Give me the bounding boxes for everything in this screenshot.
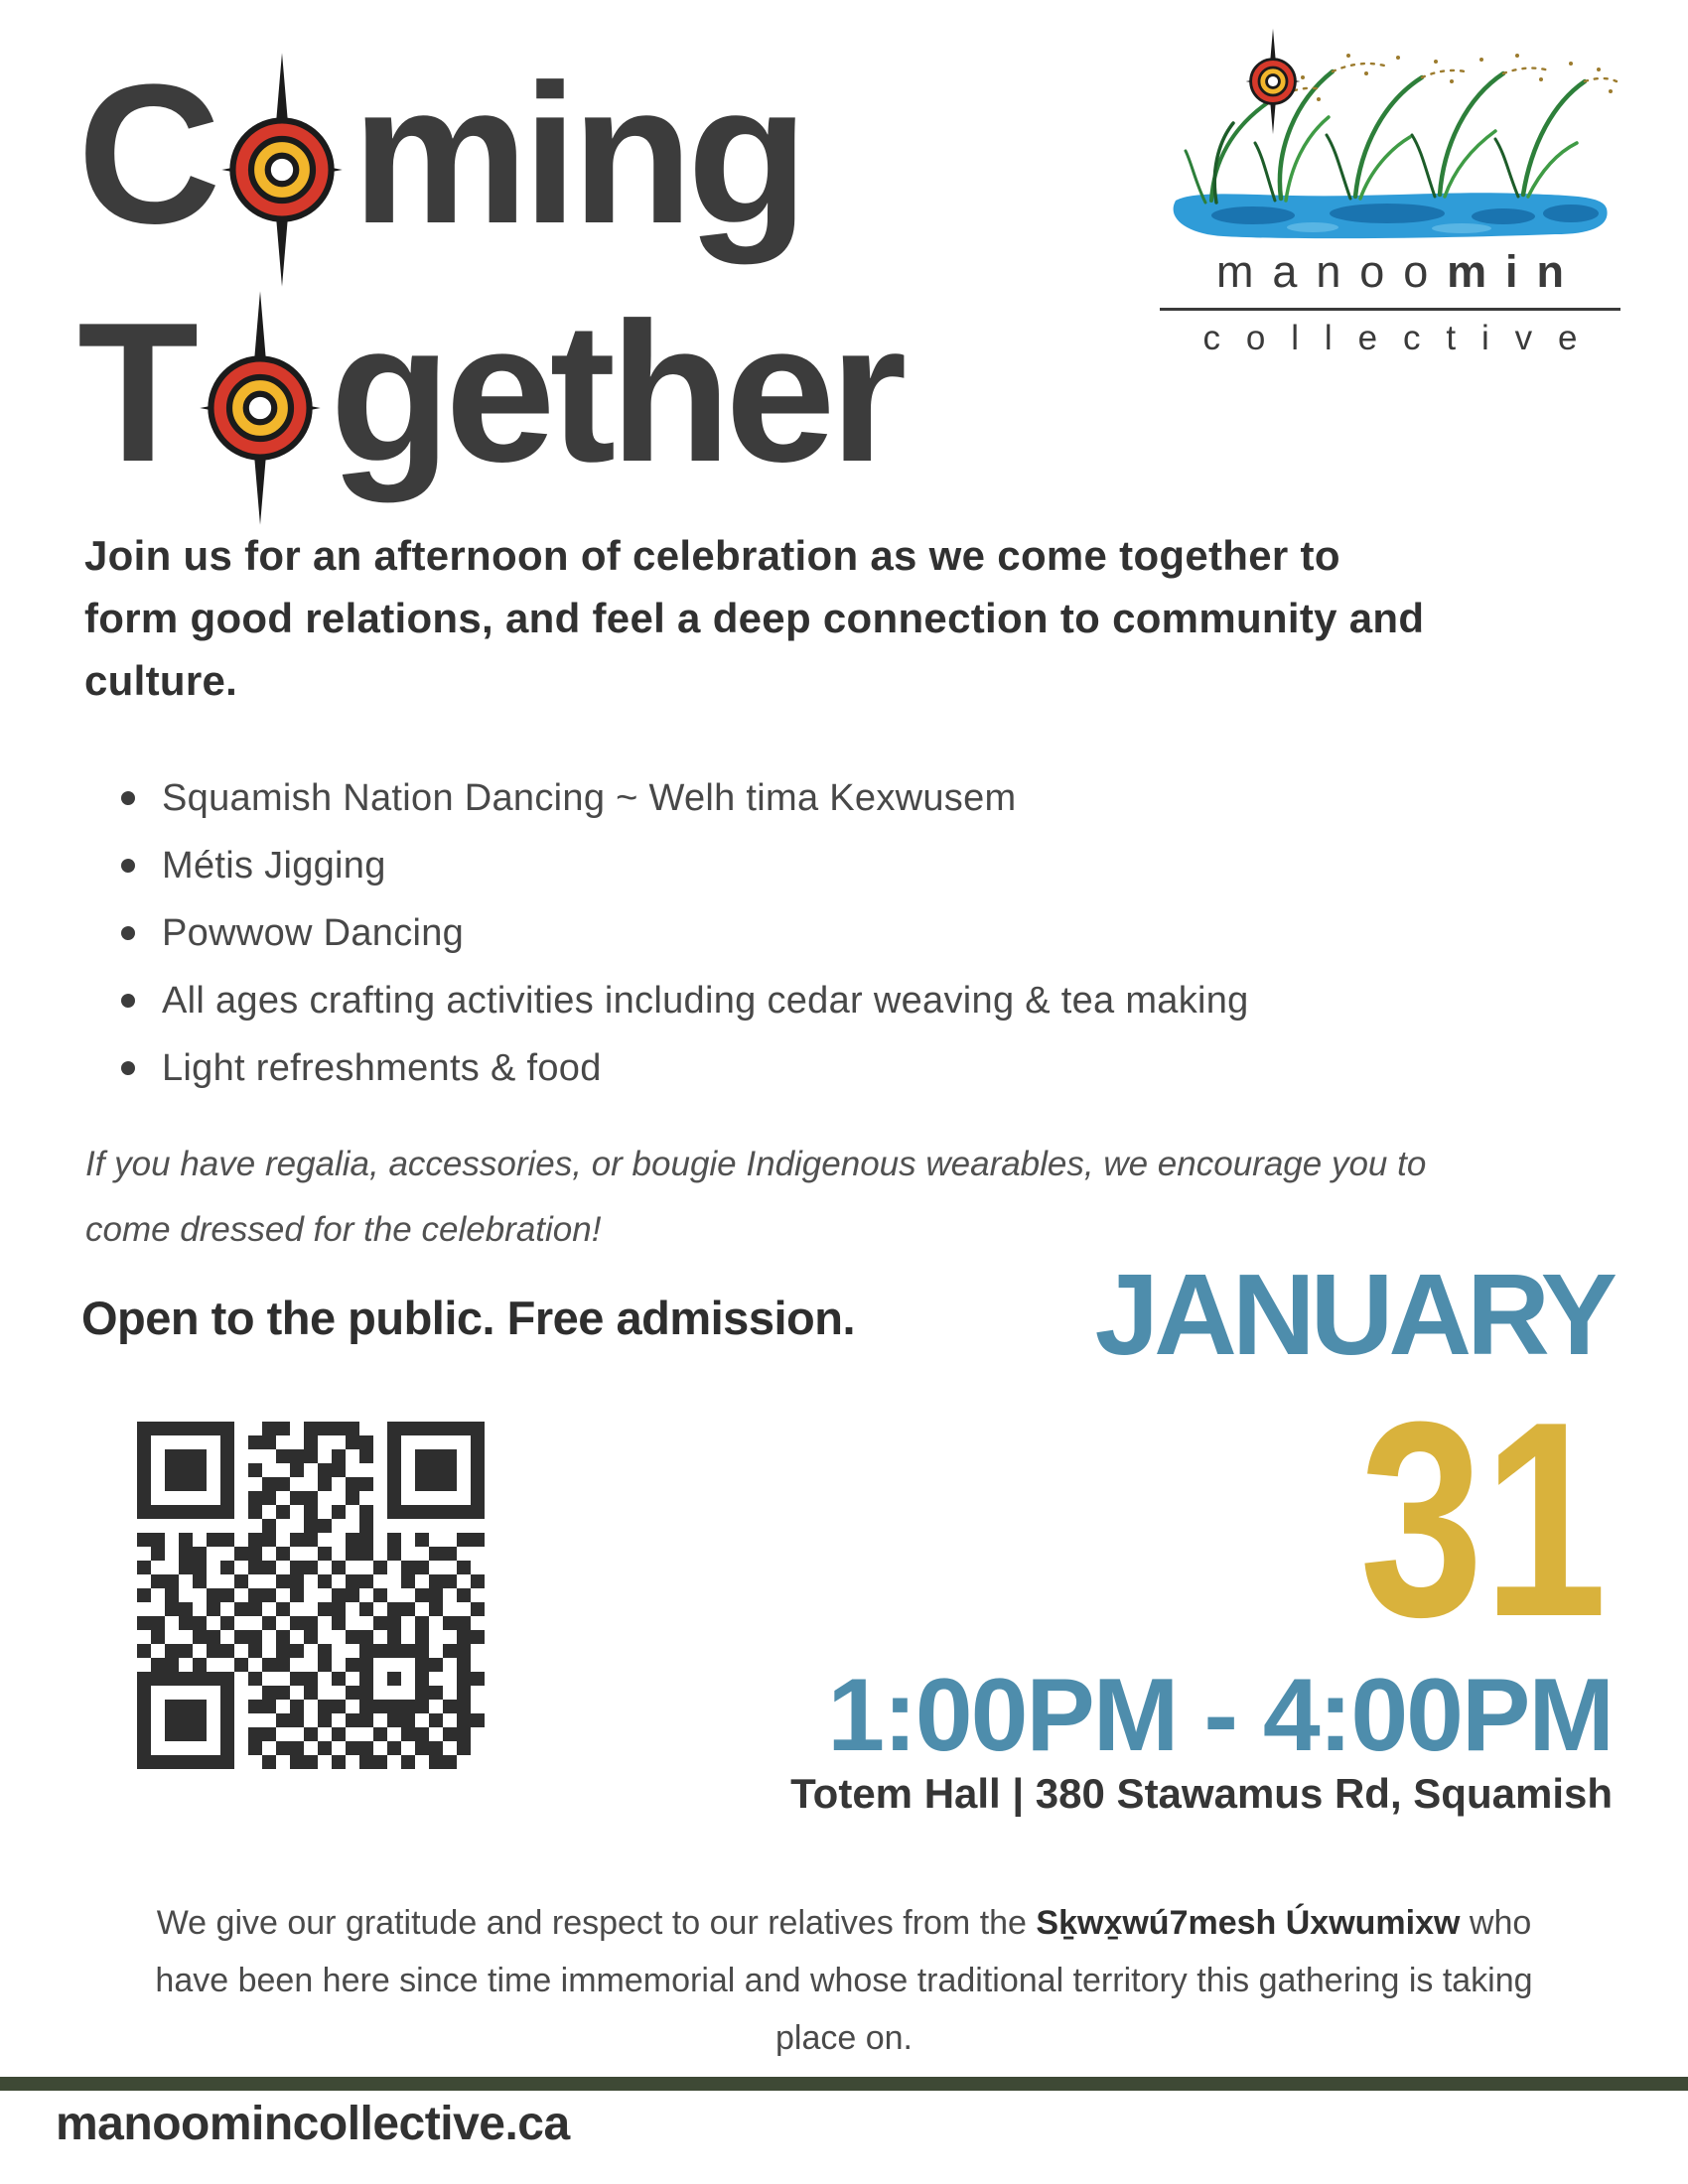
manoomin-collective-logo <box>1154 34 1626 358</box>
bullet-dot-icon <box>121 1061 135 1075</box>
list-item <box>121 1034 1249 1102</box>
bullet-dot-icon <box>121 859 135 873</box>
list-item-label: Powwow Dancing <box>162 911 465 954</box>
nation-name: Sḵwx̱wú7mesh Úxwumixw <box>1036 1904 1461 1942</box>
event-day: 31 <box>1358 1365 1607 1675</box>
list-item-label: Squamish Nation Dancing ~ Welh tima Kexwusem <box>162 776 1017 819</box>
sun-icon <box>199 290 322 526</box>
title-text-c: C <box>77 44 215 265</box>
list-item <box>121 764 1249 832</box>
logo-wordmark-bold: min <box>1447 246 1583 297</box>
qr-code <box>137 1422 485 1769</box>
event-time: 1:00PM - 4:00PM <box>827 1658 1613 1773</box>
intro-line: Join us for an afternoon of celebration as we come together to <box>84 532 1340 579</box>
sun-icon <box>220 52 344 288</box>
title-line-coming <box>77 44 901 288</box>
intro-line: culture. <box>84 657 238 704</box>
list-item-label: Métis Jigging <box>162 844 386 887</box>
title-text-gether: gether <box>330 282 902 503</box>
logo-wordmark-regular: manoo <box>1216 246 1448 297</box>
regalia-note-line: If you have regalia, accessories, or bougie Indigenous wearables, we encourage you to <box>85 1145 1427 1183</box>
wild-rice-water-illustration <box>1154 34 1626 244</box>
event-activities-list <box>121 764 1249 1102</box>
regalia-note <box>85 1132 1426 1263</box>
bullet-dot-icon <box>121 926 135 940</box>
event-month: JANUARY <box>1094 1250 1613 1379</box>
bullet-dot-icon <box>121 994 135 1008</box>
regalia-note-line: come dressed for the celebration! <box>85 1210 602 1249</box>
land-acknowledgement <box>0 1894 1688 2067</box>
title-text-t: T <box>77 282 194 503</box>
bullet-dot-icon <box>121 791 135 805</box>
event-venue: Totem Hall | 380 Stawamus Rd, Squamish <box>790 1770 1613 1817</box>
admission-text: Open to the public. Free admission. <box>81 1292 855 1344</box>
land-acknowledgement-line: We give our gratitude and respect to our relatives from the Sḵwx̱wú7mesh Úxwumixw who <box>156 1904 1532 1942</box>
logo-divider <box>1160 308 1620 311</box>
title-text-ming: ming <box>352 44 803 265</box>
intro-paragraph <box>84 524 1424 712</box>
logo-wordmark <box>1154 246 1626 298</box>
intro-line: form good relations, and feel a deep connection to community and <box>84 595 1425 641</box>
footer-divider-bar <box>0 2077 1688 2091</box>
land-acknowledgement-line: place on. <box>775 2019 913 2057</box>
sun-icon <box>1245 28 1301 135</box>
poster-title <box>77 44 902 526</box>
list-item-label: Light refreshments & food <box>162 1046 602 1089</box>
list-item <box>121 967 1249 1034</box>
website-text: manoomincollective.ca <box>56 2098 570 2150</box>
land-acknowledgement-line: have been here since time immemorial and whose traditional territory this gathering is taking <box>155 1962 1533 1999</box>
logo-subtitle: collective <box>1202 319 1604 357</box>
list-item <box>121 832 1249 899</box>
list-item-label: All ages crafting activities including cedar weaving & tea making <box>162 979 1249 1022</box>
list-item <box>121 899 1249 967</box>
title-line-together <box>77 282 902 526</box>
